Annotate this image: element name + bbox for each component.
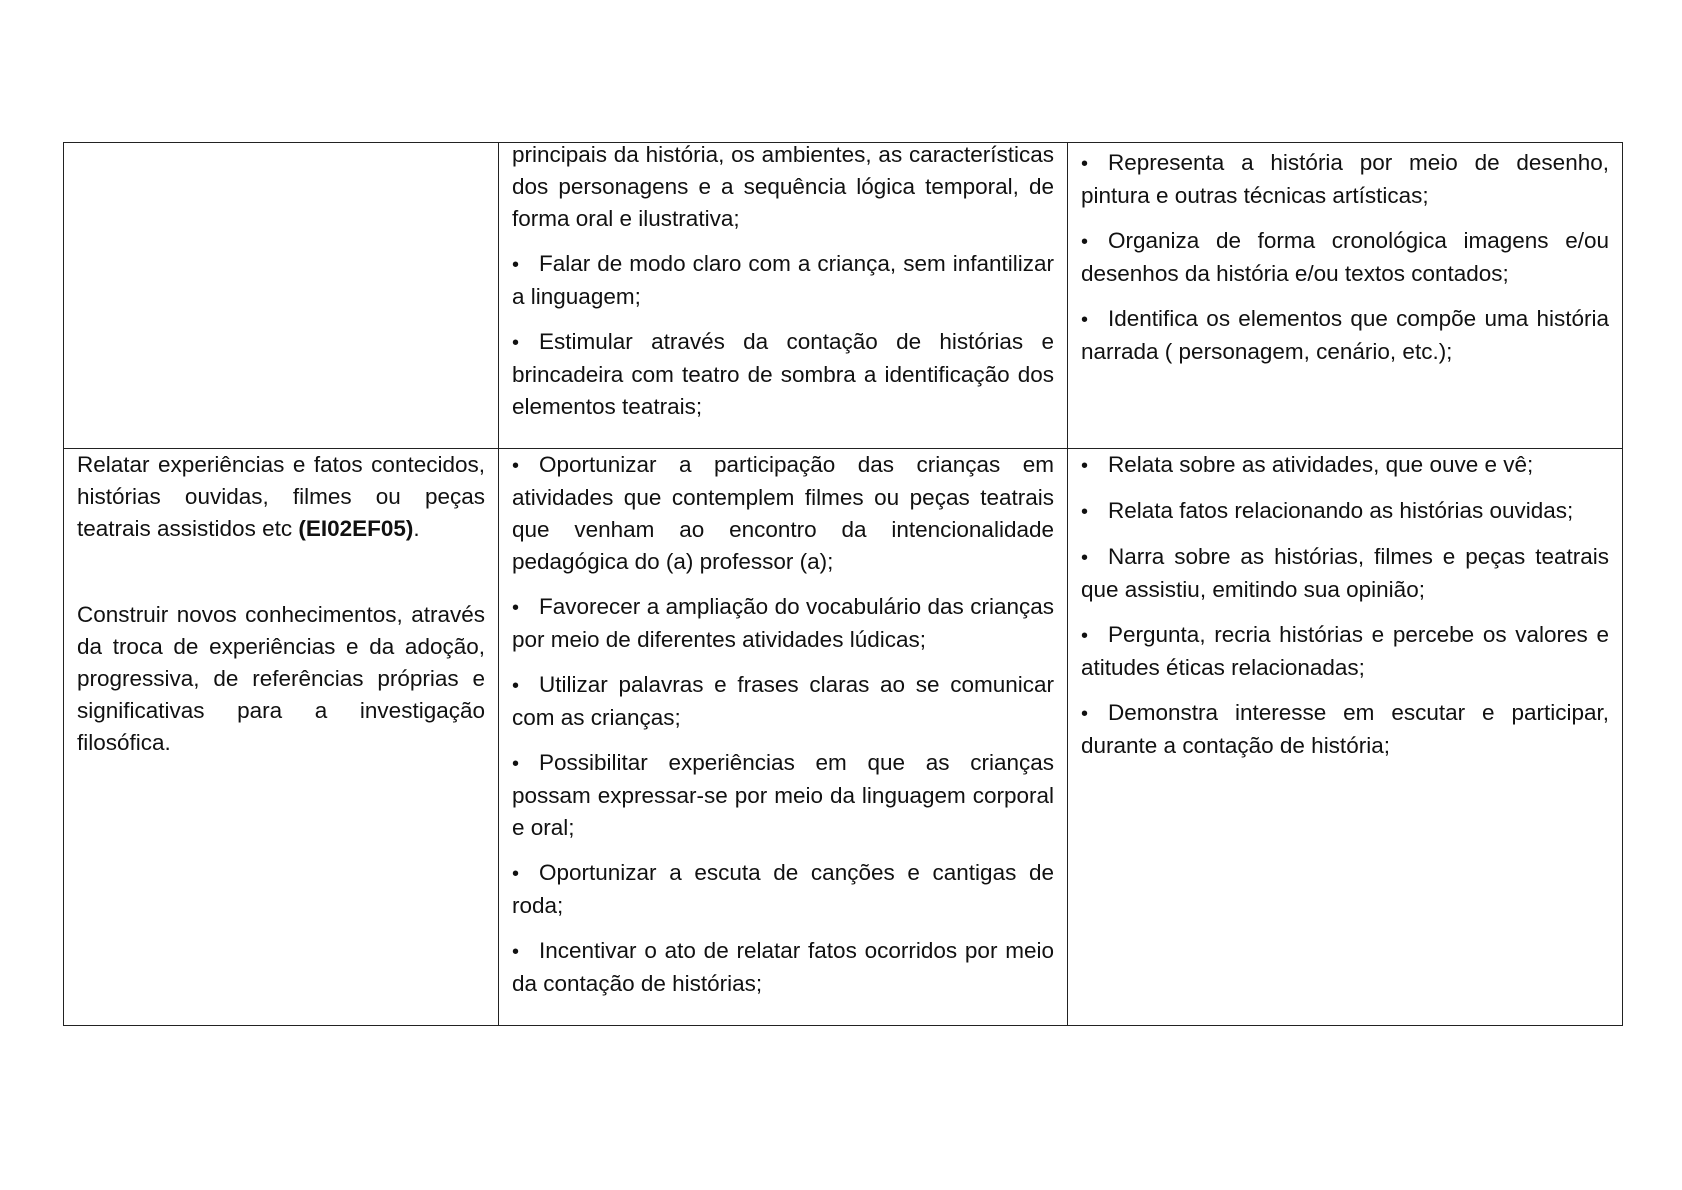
list-item: • Demonstra interesse em escutar e participar, durante a contação de história; [1081,700,1609,758]
list-item: • Representa a história por meio de desenho, pintura e outras técnicas artísticas; [1081,150,1609,208]
table-row [64,143,1623,449]
list-item: • Organiza de forma cronológica imagens e/ou desenhos da história e/ou textos contados; [1081,228,1609,286]
bullet-icon: • [1081,501,1089,523]
bullet-icon: • [512,455,520,477]
list-item: • Possibilitar experiências em que as crianças possam expressar-se por meio da linguagem corporal e oral; [512,750,1054,840]
list-item: • Relata fatos relacionando as histórias ouvidas; [1081,495,1609,528]
bullet-icon: • [512,863,520,885]
list-item: • Incentivar o ato de relatar fatos ocorridos por meio da contação de histórias; [512,938,1054,996]
list-item: • Estimular através da contação de histórias e brincadeira com teatro de sombra a identificação dos elementos teatrais; [512,329,1054,419]
assessment-cell [1068,143,1623,449]
curriculum-table [63,142,1623,1026]
bullet-icon: • [512,753,520,775]
list-item: • Oportunizar a participação das crianças em atividades que contemplem filmes ou peças teatrais que venham ao encontro da intencionalidade pedagógica do (a) professor (a); [512,452,1054,574]
objectives-cell-empty [64,143,499,449]
bullet-icon: • [1081,231,1089,253]
table-row [64,449,1623,1026]
bullet-icon: • [512,332,520,354]
bullet-icon: • [1081,703,1089,725]
bullet-icon: • [512,675,520,697]
bullet-icon: • [1081,309,1089,331]
strategies-cell [499,449,1068,1026]
strategies-cell [499,143,1068,449]
list-item: • Utilizar palavras e frases claras ao se comunicar com as crianças; [512,672,1054,730]
bullet-icon: • [1081,153,1089,175]
assessment-cell [1068,449,1623,1026]
bullet-icon: • [512,941,520,963]
objectives-cell [64,449,499,1026]
bullet-icon: • [512,254,520,276]
list-item: • Relata sobre as atividades, que ouve e vê; [1081,449,1609,482]
bullet-icon: • [512,597,520,619]
strategy-continuation-text: principais da história, os ambientes, as características dos personagens e a sequência lógica temporal, de forma oral e ilustrativa; [512,142,1054,231]
bullet-icon: • [1081,625,1089,647]
bncc-code: (EI02EF05) [298,516,414,541]
objective-text: Relatar experiências e fatos contecidos, histórias ouvidas, filmes ou peças teatrais assistidos etc (EI02EF05). [77,452,485,541]
bullet-icon: • [1081,455,1089,477]
bullet-icon: • [1081,547,1089,569]
list-item: • Oportunizar a escuta de canções e cantigas de roda; [512,860,1054,918]
list-item: • Narra sobre as histórias, filmes e peças teatrais que assistiu, emitindo sua opinião; [1081,544,1609,602]
list-item: • Favorecer a ampliação do vocabulário das crianças por meio de diferentes atividades lúdicas; [512,594,1054,652]
objective-text: Construir novos conhecimentos, através da troca de experiências e da adoção, progressiva, de referências próprias e significativas para a investigação filosófica. [77,602,485,755]
list-item: • Identifica os elementos que compõe uma história narrada ( personagem, cenário, etc.); [1081,306,1609,364]
list-item: • Pergunta, recria histórias e percebe os valores e atitudes éticas relacionadas; [1081,622,1609,680]
list-item: • Falar de modo claro com a criança, sem infantilizar a linguagem; [512,251,1054,309]
